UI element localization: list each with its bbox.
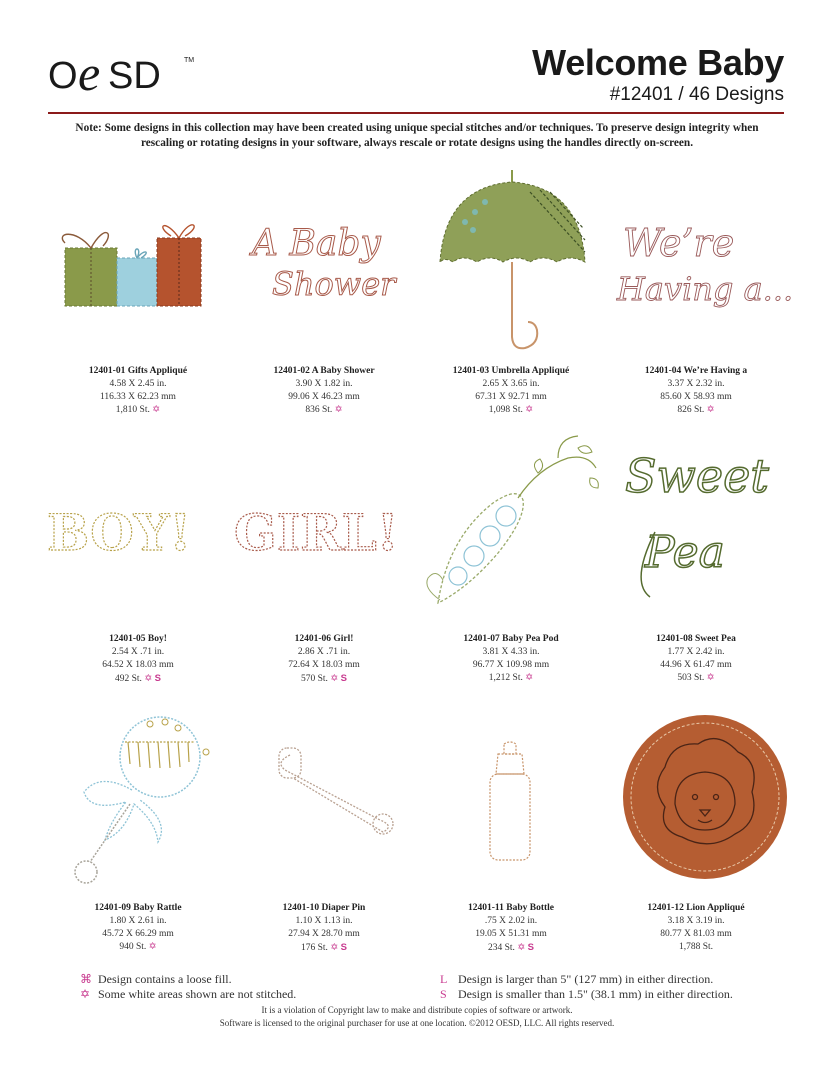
design-name: 12401-10 Diaper Pin <box>282 903 366 913</box>
gifts-applique-art <box>45 208 205 313</box>
design-info-12 <box>606 902 786 954</box>
umbrella-applique-art <box>435 162 590 357</box>
design-mm: 64.52 X 18.03 mm <box>102 660 174 670</box>
lion-applique-art <box>620 712 790 882</box>
design-inches: 3.81 X 4.33 in. <box>482 647 540 657</box>
design-inches: 1.77 X 2.42 in. <box>667 647 725 657</box>
design-name: 12401-11 Baby Bottle <box>467 903 555 913</box>
boy-art <box>45 500 235 560</box>
small-design-icon: S <box>154 673 161 684</box>
girl-art <box>232 500 422 560</box>
design-mm: 44.96 X 61.47 mm <box>660 660 732 670</box>
baby-shower-art <box>232 210 417 310</box>
design-mm: 27.94 X 28.70 mm <box>288 929 360 939</box>
design-stitches: 1,788 St. <box>678 942 714 952</box>
design-inches: .75 X 2.02 in. <box>484 916 538 926</box>
design-name: 12401-02 A Baby Shower <box>273 366 375 376</box>
legend-right <box>440 972 733 1002</box>
design-stitches: 826 St. <box>677 405 705 415</box>
white-area-icon: ✡ <box>152 405 161 415</box>
pea-art-text: Pea <box>645 527 725 578</box>
design-name: 12401-08 Sweet Pea <box>656 634 736 644</box>
design-info-08 <box>606 633 786 685</box>
design-inches: 2.86 X .71 in. <box>297 647 351 657</box>
white-area-icon: ✡ <box>148 942 157 952</box>
small-design-icon: S <box>340 942 347 953</box>
white-area-icon: ✡ <box>330 674 339 684</box>
white-area-icon: ✡ <box>80 987 91 1001</box>
baby-rattle-art <box>70 712 220 892</box>
design-info-01 <box>48 365 228 417</box>
design-name: 12401-12 Lion Appliqué <box>647 903 745 913</box>
collection-subtitle: #12401 / 46 Designs <box>609 84 784 105</box>
design-mm: 67.31 X 92.71 mm <box>475 392 547 402</box>
legend-left <box>80 972 296 1002</box>
svg-text:TM: TM <box>184 57 195 64</box>
collection-title: Welcome Baby <box>532 42 784 83</box>
legend-loose-fill: ⌘ Design contains a loose fill. <box>80 972 232 986</box>
design-mm: 80.77 X 81.03 mm <box>660 929 732 939</box>
design-info-02 <box>234 365 414 417</box>
white-area-icon: ✡ <box>706 405 715 415</box>
design-mm: 19.05 X 51.31 mm <box>475 929 547 939</box>
copyright-footer <box>0 1004 834 1029</box>
white-area-icon: ✡ <box>706 673 715 683</box>
design-stitches: 503 St. <box>677 673 705 683</box>
small-design-icon: S <box>440 987 447 1001</box>
design-stitches: 1,098 St. <box>488 405 523 415</box>
design-note: Note: Some designs in this collection may have been created using unique special stitches and/or techniques. To preserve design integrity when rescaling or rotating designs in your software, always rescale or rotate designs using the handles directly on-screen. <box>75 122 759 149</box>
design-info-04 <box>606 365 786 417</box>
design-info-09 <box>48 902 228 954</box>
pea-pod-art <box>418 428 608 623</box>
oesd-logo <box>48 50 198 98</box>
design-inches: 1.80 X 2.61 in. <box>109 916 167 926</box>
baby-bottle-art <box>480 740 540 865</box>
design-stitches: 940 St. <box>119 942 147 952</box>
design-stitches: 1,810 St. <box>115 405 150 415</box>
large-design-icon: L <box>440 972 448 986</box>
design-stitches: 1,212 St. <box>488 673 523 683</box>
design-mm: 45.72 X 66.29 mm <box>102 929 174 939</box>
shower-art-line1: A Baby <box>252 223 381 264</box>
legend-small: S Design is smaller than 1.5" (38.1 mm) in either direction. <box>440 987 733 1001</box>
boy-art-text: BOY! <box>47 503 192 560</box>
copyright-line2: Software is licensed to the original purchaser for use at one location. ©2012 OESD, LLC. All rights reserved. <box>219 1017 615 1028</box>
design-stitches: 492 St. <box>115 674 142 684</box>
girl-art-text: GIRL! <box>234 503 399 560</box>
white-area-icon: ✡ <box>144 674 153 684</box>
small-design-icon: S <box>340 673 347 684</box>
were-having-art <box>615 198 795 328</box>
having-art-line2: Having a... <box>617 270 794 308</box>
white-area-icon: ✡ <box>334 405 343 415</box>
small-design-icon: S <box>527 942 534 953</box>
design-inches: 4.58 X 2.45 in. <box>109 379 167 389</box>
design-mm: 85.60 X 58.93 mm <box>660 392 732 402</box>
design-inches: 2.65 X 3.65 in. <box>482 379 540 389</box>
design-mm: 116.33 X 62.23 mm <box>100 392 176 402</box>
design-inches: 1.10 X 1.13 in. <box>295 916 353 926</box>
design-mm: 72.64 X 18.03 mm <box>288 660 360 670</box>
design-name: 12401-03 Umbrella Appliqué <box>452 366 570 376</box>
design-inches: 3.37 X 2.32 in. <box>667 379 725 389</box>
design-stitches: 570 St. <box>301 674 328 684</box>
design-mm: 99.06 X 46.23 mm <box>288 392 360 402</box>
design-name: 12401-01 Gifts Appliqué <box>88 366 188 376</box>
design-info-11 <box>421 902 601 955</box>
design-inches: 3.90 X 1.82 in. <box>295 379 353 389</box>
design-mm: 96.77 X 109.98 mm <box>472 660 550 670</box>
design-stitches: 234 St. <box>488 943 515 953</box>
white-area-icon: ✡ <box>525 673 534 683</box>
design-info-06 <box>234 633 414 686</box>
white-area-icon: ✡ <box>330 943 339 953</box>
copyright-line1: It is a violation of Copyright law to make and distribute copies of software or artwork. <box>261 1005 573 1015</box>
sweet-art-text: Sweet <box>625 449 769 503</box>
svg-text:e: e <box>78 50 101 98</box>
design-info-05 <box>48 633 228 686</box>
sweet-pea-art <box>620 432 780 602</box>
loose-fill-icon: ⌘ <box>80 972 92 986</box>
design-name: 12401-09 Baby Rattle <box>94 903 182 913</box>
design-info-10 <box>234 902 414 955</box>
design-stitches: 176 St. <box>301 943 328 953</box>
header-rule <box>48 112 784 114</box>
design-info-07 <box>421 633 601 685</box>
design-stitches: 836 St. <box>305 405 333 415</box>
svg-text:SD: SD <box>108 55 161 97</box>
diaper-pin-art <box>265 740 405 840</box>
svg-text:O: O <box>48 55 78 97</box>
white-area-icon: ✡ <box>525 405 534 415</box>
design-name: 12401-07 Baby Pea Pod <box>463 634 559 644</box>
legend-large: L Design is larger than 5" (127 mm) in either direction. <box>440 972 714 986</box>
design-inches: 2.54 X .71 in. <box>111 647 165 657</box>
design-name: 12401-06 Girl! <box>294 634 354 644</box>
having-art-line1: We’re <box>623 221 735 265</box>
white-area-icon: ✡ <box>517 943 526 953</box>
legend-white-areas: ✡ Some white areas shown are not stitched. <box>80 987 297 1001</box>
design-inches: 3.18 X 3.19 in. <box>667 916 725 926</box>
design-name: 12401-05 Boy! <box>109 634 167 644</box>
design-name: 12401-04 We’re Having a <box>644 366 748 376</box>
shower-art-line2: Shower <box>272 265 396 303</box>
design-info-03 <box>421 365 601 417</box>
